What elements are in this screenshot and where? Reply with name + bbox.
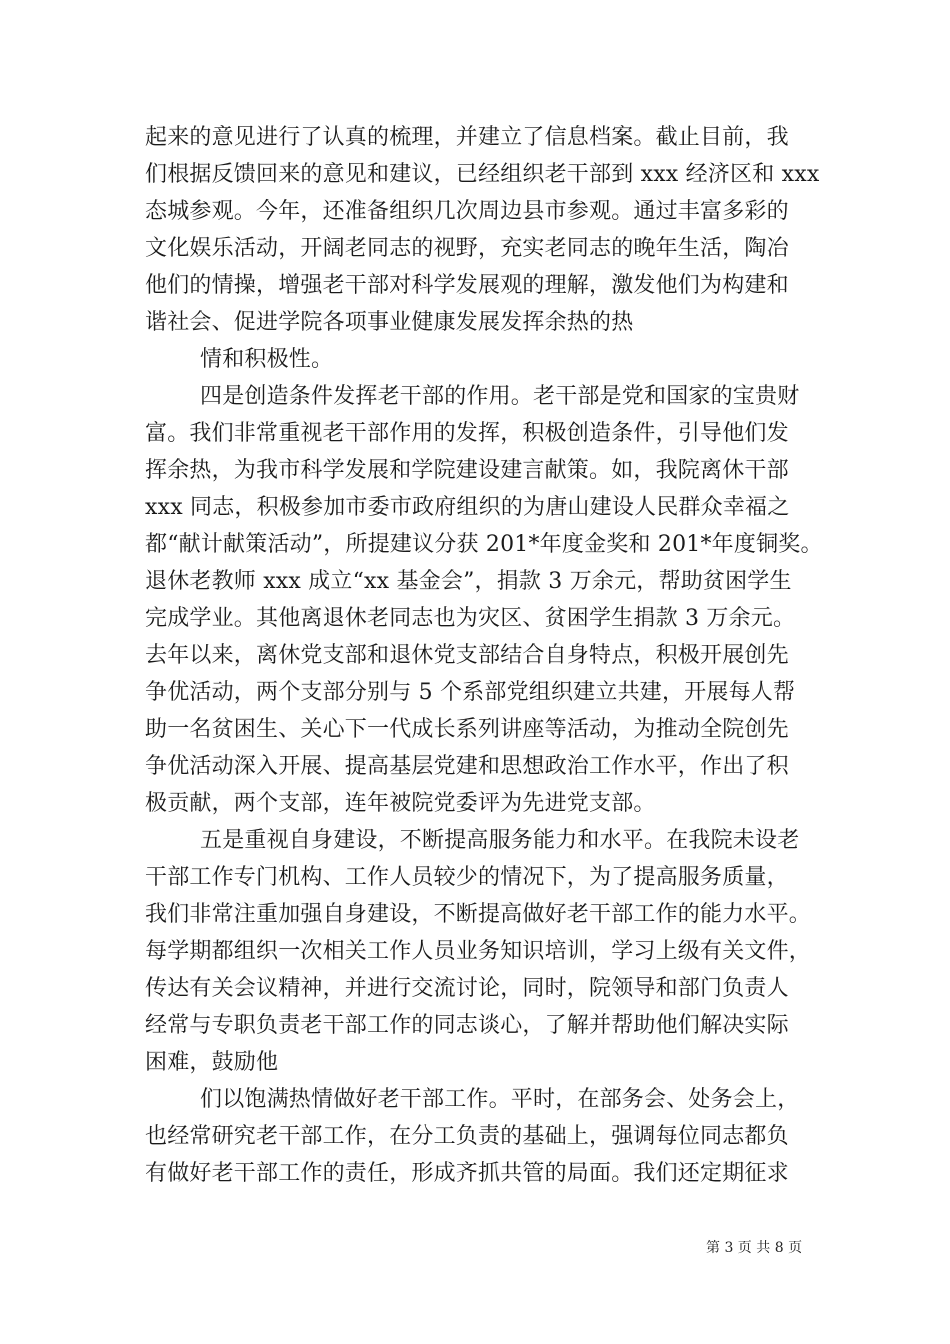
text-line: 文化娱乐活动，开阔老同志的视野，充实老同志的晚年生活，陶冶 [145,236,789,261]
text-line: 们以饱满热情做好老干部工作。平时，在部务会、处务会上， [200,1087,800,1112]
text-line: 谐社会、促进学院各项事业健康发展发挥余热的热 [145,310,634,335]
text-line: 争优活动，两个支部分别与 5 个系部党组织建立共建，开展每人帮 [145,680,796,705]
text-line: 完成学业。其他离退休老同志也为灾区、贫困学生捐款 3 万余元。 [145,606,796,631]
text-line: 极贡献，两个支部，连年被院党委评为先进党支部。 [145,791,656,816]
text-line: 去年以来，离休党支部和退休党支部结合自身特点，积极开展创先 [145,643,789,668]
text-line: 起来的意见进行了认真的梳理，并建立了信息档案。截止目前，我 [145,125,789,150]
paragraph-start: 四是创造条件发挥老干部的作用。老干部是党和国家的宝贵财 [200,384,800,409]
text-line: 困难，鼓励他 [145,1050,279,1075]
text-line: 富。我们非常重视老干部作用的发挥，积极创造条件，引导他们发 [145,421,789,446]
text-line: 也经常研究老干部工作，在分工负责的基础上，强调每位同志都负 [145,1124,789,1149]
text-line: 每学期都组织一次相关工作人员业务知识培训，学习上级有关文件， [145,939,812,964]
text-line: 退休老教师 xxx 成立“xx 基金会”，捐款 3 万余元，帮助贫困学生 [145,569,792,594]
paragraph-start: 五是重视自身建设，不断提高服务能力和水平。在我院未设老 [200,828,800,853]
text-line: 挥余热，为我市科学发展和学院建设建言献策。如，我院离休干部 [145,458,789,483]
text-line: 他们的情操，增强老干部对科学发展观的理解，激发他们为构建和 [145,273,789,298]
text-line: 助一名贫困生、关心下一代成长系列讲座等活动，为推动全院创先 [145,717,789,742]
page-number: 第 3 页 共 8 页 [706,1240,803,1256]
text-line: 经常与专职负责老干部工作的同志谈心，了解并帮助他们解决实际 [145,1013,789,1038]
text-line: 态城参观。今年，还准备组织几次周边县市参观。通过丰富多彩的 [145,199,789,224]
text-line: 都“献计献策活动”，所提建议分获 201*年度金奖和 201*年度铜奖。 [145,532,823,557]
text-line: 有做好老干部工作的责任，形成齐抓共管的局面。我们还定期征求 [145,1161,789,1186]
text-line: 争优活动深入开展、提高基层党建和思想政治工作水平，作出了积 [145,754,789,779]
text-line: 们根据反馈回来的意见和建议，已经组织老干部到 xxx 经济区和 xxx [145,162,820,187]
text-line: 我们非常注重加强自身建设，不断提高做好老干部工作的能力水平。 [145,902,812,927]
text-line: 情和积极性。 [200,347,334,372]
text-line: 传达有关会议精神，并进行交流讨论，同时，院领导和部门负责人 [145,976,789,1001]
text-line: 干部工作专门机构、工作人员较少的情况下，为了提高服务质量， [145,865,789,890]
text-line: xxx 同志，积极参加市委市政府组织的为唐山建设人民群众幸福之 [145,495,790,520]
